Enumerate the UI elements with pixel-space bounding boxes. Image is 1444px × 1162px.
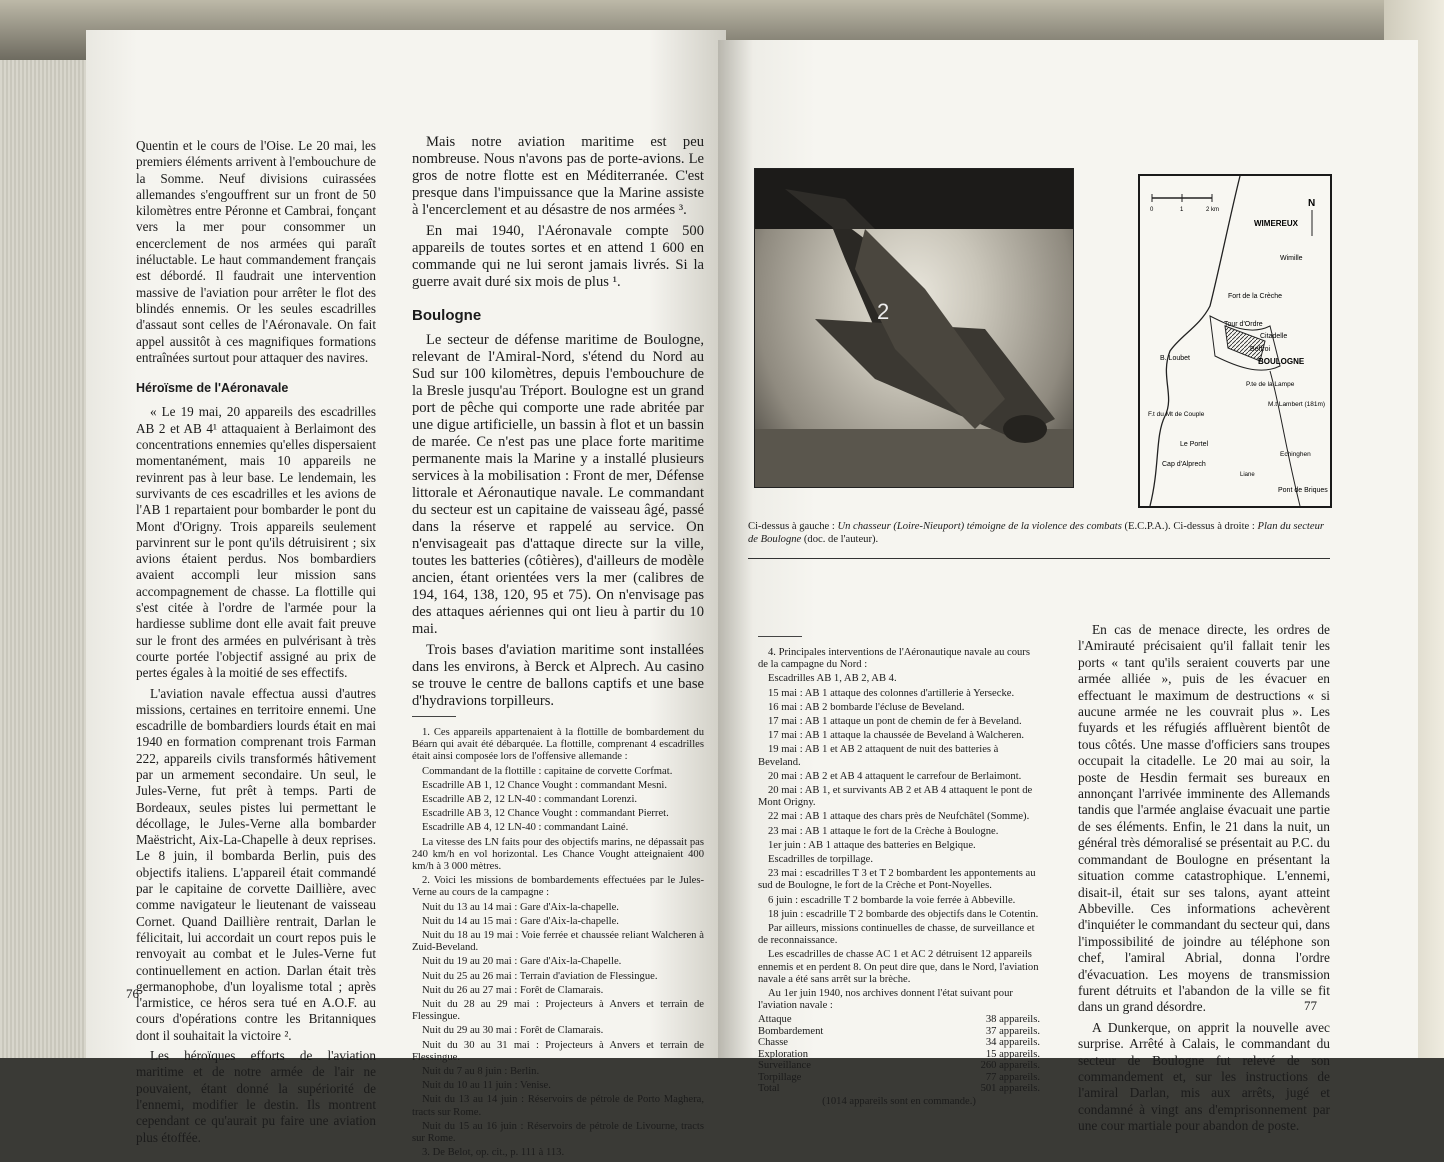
table-row: [758, 1026, 1040, 1037]
footnotes: [412, 727, 704, 1160]
north-arrow: N: [1308, 198, 1316, 209]
map-label: WIMEREUX: [1254, 219, 1298, 228]
table-label: Total: [758, 1082, 780, 1094]
footnote-line: Au 1er juin 1940, nos archives donnent l'état suivant pour l'aviation navale :: [758, 988, 1013, 1012]
aircraft-number: 2: [877, 299, 890, 324]
footnote-line: 20 mai : AB 1, et survivants AB 2 et AB 4 attaquent le pont de Mont Origny.: [758, 785, 1033, 809]
section-heading: Héroïsme de l'Aéronavale: [136, 381, 289, 396]
table-value: 38 appareils.: [985, 1014, 1040, 1026]
footnote-line: Nuit du 25 au 26 mai : Terrain d'aviation de Flessingue.: [422, 970, 658, 982]
crashed-fighter-image: [755, 169, 1073, 487]
map-label: Citadelle: [1260, 333, 1288, 340]
figure-caption: [748, 520, 1328, 546]
footnote-line: 3. De Belot, op. cit., p. 111 à 113.: [422, 1147, 565, 1159]
paragraph: En mai 1940, l'Aéronavale compte 500 appareils de toutes sortes et en attend 1 600 en commande qui ne lui seront jamais livrés. Si la guerre avait duré six mois de plus ¹.: [412, 223, 704, 290]
footnote-line: 19 mai : AB 1 et AB 2 attaquent de nuit des batteries à Beveland.: [758, 744, 999, 768]
footnote-line: Nuit du 18 au 19 mai : Voie ferrée et chaussée reliant Walcheren à Zuid-Beveland.: [412, 930, 704, 954]
table-value: 77 appareils.: [985, 1071, 1040, 1083]
table-value: 34 appareils.: [985, 1037, 1040, 1049]
page-number: 77: [1304, 998, 1317, 1013]
table-label: Attaque: [758, 1014, 792, 1026]
footnote-line: Les escadrilles de chasse AC 1 et AC 2 détruisent 12 appareils ennemis et en perdent 8. On peut dire que, dans le Nord, l'aviation navale a été sans arrêt sur la brèche.: [758, 949, 1039, 985]
paragraph: L'aviation navale effectua aussi d'autres missions, certaines en territoire ennemi. Une escadrille de bombardiers lourds était en mai 1940 en formation comprenant trois Farman 222, appareils civils transformés hâtivement par un armement secondaire. Un seul, le Jules-Verne, fut prêt à temps. Parti de Bordeaux, seules pistes lui permettant le décollage, le Jules-Verne alla bombarder Maëstricht, Aix-La-Chapelle à deux reprises. Le 8 juin, il bombarda Berlin, puis des objectifs italiens. L'appareil était commandé par le capitaine de corvette Daillière, avec comme navigateur le lieutenant de vaisseau Cornet. Quand Daillière rentrait, Darlan le félicitait, lui accordait un court repos puis le renvoyait au combat et le Jules-Verne fut continuellement en action. Darlan était très germanophobe, d'un loyalisme total ; après l'armistice, ce héros sera tué en A.O.F. au cours d'opérations contre les Britanniques dont il souhaitait la victoire ².: [136, 685, 376, 1043]
table-row: [758, 1014, 1040, 1025]
caption-rule: [748, 558, 1330, 559]
aircraft-photo: [754, 168, 1074, 488]
footnote-line: Nuit du 14 au 15 mai : Gare d'Aix-la-chapelle.: [422, 915, 619, 927]
footnote-line: 15 mai : AB 1 attaque des colonnes d'artillerie à Yersecke.: [768, 687, 1015, 699]
footnote-line: Commandant de la flottille : capitaine de corvette Corfmat.: [422, 765, 673, 777]
footnote-line: 20 mai : AB 2 et AB 4 attaquent le carrefour de Berlaimont.: [768, 770, 1022, 782]
footnote-line: Nuit du 10 au 11 juin : Venise.: [422, 1080, 551, 1092]
footnote-line: Par ailleurs, missions continuelles de chasse, de surveillance et de reconnaissance.: [758, 923, 1035, 947]
footnote-4: [758, 630, 1040, 1109]
map-label: B. Loubet: [1160, 355, 1190, 362]
table-row: [758, 1060, 1040, 1071]
map-label: M.t Lambert (181m): [1268, 401, 1326, 408]
table-row: [758, 1072, 1040, 1083]
map-label: Wimille: [1280, 255, 1303, 262]
map-label: BOULOGNE: [1258, 357, 1305, 366]
footnote-rule: [758, 636, 802, 637]
table-label: Exploration: [758, 1048, 809, 1060]
caption-map-title: Plan du secteur de Boulogne: [748, 521, 1324, 545]
caption-text: Ci-dessus à gauche :: [748, 521, 838, 532]
footnote-line: 17 mai : AB 1 attaque un pont de chemin de fer à Beveland.: [768, 716, 1022, 728]
map-label: Liane: [1240, 472, 1255, 478]
footnote-line: 1. Ces appareils appartenaient à la flottille de bombardement du Béarn qui avait été débarquée. La flottille, comprenant 4 escadrilles était ainsi composée lors de l'offensive allemande :: [412, 727, 704, 763]
scale-0: 0: [1150, 207, 1154, 213]
caption-text: (E.C.P.A.). Ci-dessus à droite :: [1121, 521, 1258, 532]
aircraft-table: [758, 1014, 1040, 1094]
map-label: Echinghen: [1280, 451, 1311, 458]
footnote-line: Escadrille AB 2, 12 LN-40 : commandant Lorenzi.: [422, 794, 638, 806]
footnote-line: Nuit du 28 au 29 mai : Projecteurs à Anvers et terrain de Flessingue.: [412, 999, 704, 1023]
boulogne-map: [1138, 174, 1332, 508]
caption-text: (doc. de l'auteur).: [801, 534, 879, 545]
paragraph: Trois bases d'aviation maritime sont installées dans les environs, à Berck et Alprech. Au casino se trouve le centre de ballons captifs et une base d'hydravions torpilleurs.: [412, 642, 704, 709]
scale-1: 1: [1180, 207, 1184, 213]
table-row: [758, 1083, 1040, 1094]
footnote-line: Nuit du 13 au 14 juin : Réservoirs de pétrole de Porto Maghera, tracts sur Rome.: [412, 1094, 704, 1118]
table-label: Surveillance: [758, 1060, 811, 1072]
footnote-line: Escadrille AB 1, 12 Chance Vought : commandant Mesni.: [422, 779, 667, 791]
paragraph: Le secteur de défense maritime de Boulogne, relevant de l'Amiral-Nord, s'étend du Nord au Sud sur 100 kilomètres, depuis l'embouchure de la Bresle jusqu'au Tréport. Boulogne est un grand port de pêche qui comporte une rade abritée par une digue artificielle, un bassin à flot et un bassin de marée. Ce n'est pas une place forte maritime permanente mais la Marine y a installé plusieurs services à la mobilisation : Front de mer, Défense littorale et Aéronautique navale. Le commandant du secteur est un capitaine de vaisseau âgé, passé dans la réserve et rappelé au service. On n'envisageait pas d'attaque directe sur la ville, toutes les batteries (côtières), d'ailleurs de modèle ancien, étant orientées vers la mer (calibres de 194, 164, 138, 120, 95 et 75). On n'envisage pas des attaques aériennes qui ont lieu à partir du 10 mai.: [412, 332, 704, 637]
table-value: 15 appareils.: [985, 1048, 1040, 1060]
footnote-line: Nuit du 29 au 30 mai : Forêt de Clamarais.: [422, 1025, 604, 1037]
footnote-line: Escadrille AB 3, 12 Chance Vought : commandant Pierret.: [422, 808, 669, 820]
right-column: [1078, 622, 1330, 1139]
footnote-line: 1er juin : AB 1 attaque des batteries en Belgique.: [768, 839, 976, 851]
footnote-line: Nuit du 13 au 14 mai : Gare d'Aix-la-chapelle.: [422, 901, 619, 913]
footnote-line: 17 mai : AB 1 attaque la chaussée de Beveland à Walcheren.: [768, 730, 1025, 742]
table-value: 501 appareils.: [980, 1082, 1040, 1094]
footnote-line: Nuit du 7 au 8 juin : Berlin.: [422, 1066, 540, 1078]
footnote-line: 6 juin : escadrille T 2 bombarde la voie ferrée à Abbeville.: [768, 894, 1016, 906]
left-page: [86, 30, 726, 1159]
map-label: P.te de la Lampe: [1246, 381, 1295, 388]
table-label: Bombardement: [758, 1025, 824, 1037]
footnote-line: 23 mai : escadrilles T 3 et T 2 bombardent les appontements au sud de Boulogne, le fort de la Crèche et Pont-Noyelles.: [758, 868, 1036, 892]
footnote-line: 22 mai : AB 1 attaque des chars près de Neufchâtel (Somme).: [768, 811, 1030, 823]
paragraph: En cas de menace directe, les ordres de l'Amirauté précisaient qu'il fallait tenir les ports « tant qu'ils seraient couverts par une armée alliée », puis de les évacuer en effectuant le maximum de destructions « si aucune armée ne les couvrait plus ». Les fuyards et les réfugiés affluèrent bientôt de tous côtés. Une masse d'officiers sans troupes occupait la citadelle. Le 20 mai au soir, la poste de Hesdin fermait ses bureaux en annonçant l'arrivée imminente des Allemands tandis que l'armée anglaise évacuait une partie de ses éléments. Enfin, le 21 dans la nuit, un général très démoralisé se présentait au P.C. du commandant de Boulogne en présentant la situation comme catastrophique. L'ennemi, disait-il, était sur ses talons, ayant atteint Abbeville. Ces informations achevèrent d'inquiéter le commandant du secteur qui, dans l'impossibilité de joindre au téléphone son chef, l'amiral Abrial, donna l'ordre d'évacuation. Les moyens de transmission furent détruits et l'abandon de la ville se fit dans un grand désordre.: [1078, 622, 1330, 1015]
table-value: 37 appareils.: [985, 1025, 1040, 1037]
table-value: 260 appareils.: [980, 1060, 1040, 1072]
footnote-line: 16 mai : AB 2 bombarde l'écluse de Beveland.: [768, 701, 965, 713]
footnote-line: 18 juin : escadrille T 2 bombarde des objectifs dans le Cotentin.: [768, 908, 1039, 920]
footnote-line: Escadrilles AB 1, AB 2, AB 4.: [768, 673, 897, 685]
footnote-line: Escadrilles de torpillage.: [768, 854, 874, 866]
map-label: Le Portel: [1180, 441, 1209, 448]
map-label: Cap d'Alprech: [1162, 461, 1206, 468]
table-row: [758, 1037, 1040, 1048]
footnote-intro: 4. Principales interventions de l'Aéronautique navale au cours de la campagne du Nord :: [758, 647, 1030, 671]
footnote-line: 23 mai : AB 1 attaque le fort de la Crèche à Boulogne.: [768, 825, 999, 837]
map-label: Pont de Briques: [1278, 487, 1328, 494]
paragraph: A Dunkerque, on apprit la nouvelle avec surprise. Arrêté à Calais, le commandant du secteur de Boulogne fut relevé de son commandement et, sur les instructions de l'amiral Darlan, mis aux arrêts, jugé et condamné à vingt ans d'emprisonnement par une cour martiale pour abandon de poste.: [1078, 1019, 1330, 1134]
paragraph: « Le 19 mai, 20 appareils des escadrilles AB 2 et AB 4¹ attaquaient à Berlaimont des concentrations ennemies qu'elles dispersaient momentanément, mais 10 appareils ne revinrent pas à leur base. Le lendemain, les survivants de ces escadrilles et les avions de l'AB 1 repartaient pour bombarder le pont du Mont d'Origny. Trois appareils seulement parvinrent sur le pont qu'ils détruisirent ; six avions étaient perdus. Nos bombardiers avaient accompli leur mission sans accompagnement de chasse. La flottille qui s'est citée à l'ordre de l'armée pour la hardiesse sublime dont elle avait fait preuve sur le front des armées en pulvérisant à très courte portée l'objectif assigné au prix de pertes égales à la moitié de ses effectifs.: [136, 404, 376, 681]
footnote-line: 2. Voici les missions de bombardements effectuées par le Jules-Verne au cours de la campagne :: [412, 875, 704, 899]
paragraph: Mais notre aviation maritime est peu nombreuse. Nous n'avons pas de porte-avions. Le gros de notre flotte est en Méditerranée. C'est presque dans l'impuissance que la Marine assiste à l'encerclement et au désastre de nos armées ³.: [412, 134, 704, 218]
map-label: Fort de la Crèche: [1228, 293, 1283, 300]
left-column-1: [136, 138, 376, 1150]
footnote-line: La vitesse des LN faits pour des objectifs marins, ne dépassait pas 240 km/h en vol horizontal. Les Chance Vought atteignaient 400 km/h à 3 000 mètres.: [412, 836, 704, 873]
map-label: Beffroi: [1250, 346, 1271, 353]
footnote-rule: [412, 716, 456, 717]
section-heading: Boulogne: [412, 307, 482, 324]
map-label: Tour d'Ordre: [1224, 321, 1263, 328]
page-number: 76: [126, 986, 139, 1001]
footnote-line: Nuit du 26 au 27 mai : Forêt de Clamarais.: [422, 984, 604, 996]
right-page: [718, 40, 1418, 1134]
paragraph: Quentin et le cours de l'Oise. Le 20 mai, les premiers éléments arrivent à l'embouchure de la Somme. Neuf divisions cuirassées allemandes s'engouffrent sur un front de 50 kilomètres entre Péronne et Cambrai, fonçant vers la mer pour consommer un encerclement de nos armées qui paraît inéluctable. Le haut commandement français est débordé. Il faudrait une intervention massive de l'aviation pour arrêter le flot des blindés ennemis. Or les seules escadrilles d'assaut sont celles de l'Aéronavale. On fait appel aussitôt à ces magnifiques formations entraînées surtout pour attaquer des navires.: [136, 138, 377, 365]
paragraph: Les héroïques efforts de l'aviation maritime et de notre armée de l'air ne pouvaient, étant donné la supériorité de l'ennemi, modifier le destin. Ils montrent cependant ce qu'aurait pu faire une aviation plus étoffée.: [136, 1048, 376, 1145]
footnote-line: Nuit du 30 au 31 mai : Projecteurs à Anvers et terrain de Flessingue.: [412, 1039, 704, 1063]
book-page-edges: [0, 60, 90, 1058]
commande-note: (1014 appareils sont en commande.): [822, 1096, 976, 1108]
table-label: Chasse: [758, 1037, 789, 1049]
table-row: [758, 1049, 1040, 1060]
map-drawing: [1140, 176, 1330, 506]
left-column-2: [412, 134, 704, 1162]
footnote-lines: [758, 673, 1040, 1012]
footnote-line: Nuit du 15 au 16 juin : Réservoirs de pétrole de Livourne, tracts sur Rome.: [412, 1120, 704, 1145]
caption-photo-title: Un chasseur (Loire-Nieuport) témoigne de la violence des combats: [837, 521, 1122, 532]
footnote-line: Escadrille AB 4, 12 LN-40 : commandant Lainé.: [422, 822, 629, 834]
scale-2: 2 km: [1206, 207, 1220, 213]
footnote-line: Nuit du 19 au 20 mai : Gare d'Aix-la-Chapelle.: [422, 956, 622, 968]
table-label: Torpillage: [758, 1071, 802, 1083]
map-label: F.t du Mt de Couple: [1148, 411, 1205, 418]
